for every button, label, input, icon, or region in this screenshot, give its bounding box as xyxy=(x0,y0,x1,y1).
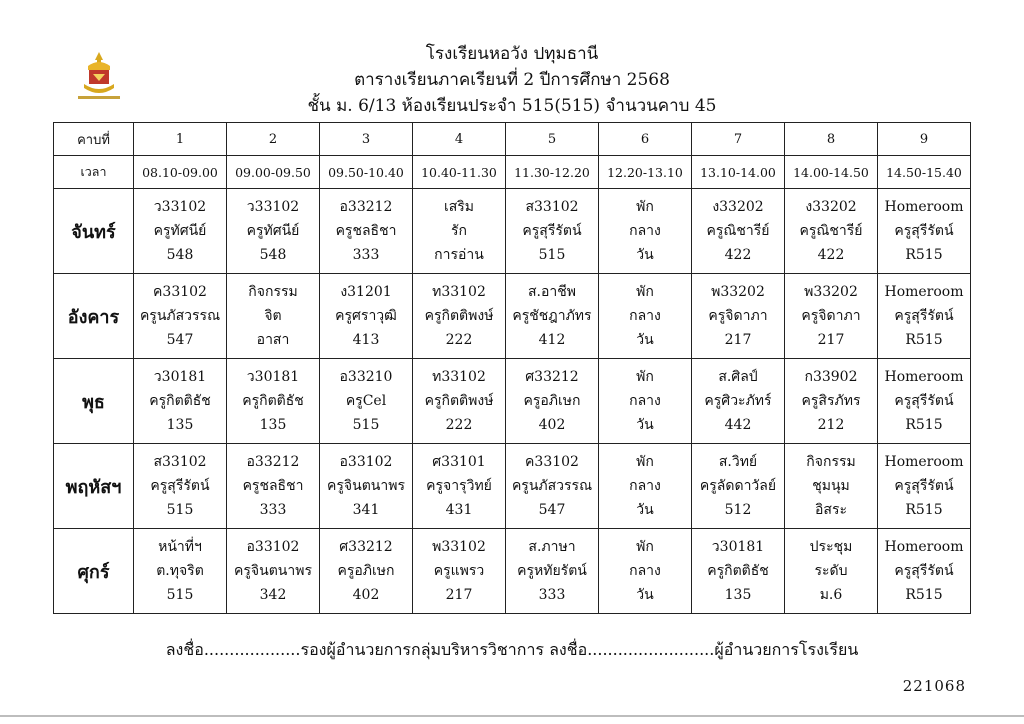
day-row xyxy=(54,274,971,359)
room-number: 515 xyxy=(166,587,194,603)
teacher-name: ครูศราวุฒิ xyxy=(335,308,397,324)
teacher-name: ครูจินตนาพร xyxy=(234,563,312,579)
room-number: วัน xyxy=(636,417,654,433)
time-row xyxy=(54,156,971,189)
class-cell xyxy=(785,189,878,274)
subject-code: หน้าที่ฯ xyxy=(158,539,202,555)
time-slot: 13.10-14.00 xyxy=(692,156,785,189)
class-cell xyxy=(506,274,599,359)
room-number: 422 xyxy=(817,247,845,263)
subject-code: อ33212 xyxy=(246,454,300,470)
subject-code: ว30181 xyxy=(153,369,207,385)
room-number: 217 xyxy=(724,332,752,348)
room-number: วัน xyxy=(636,502,654,518)
room-number: วัน xyxy=(636,587,654,603)
room-number: 422 xyxy=(724,247,752,263)
class-cell xyxy=(692,189,785,274)
room-number: 217 xyxy=(817,332,845,348)
room-number: 442 xyxy=(724,417,752,433)
teacher-name: ครูสุรีรัตน์ xyxy=(894,223,954,239)
subject-code: ส33102 xyxy=(525,199,579,215)
teacher-name: ระดับ xyxy=(814,563,848,579)
teacher-name: ครูชลธิชา xyxy=(242,478,304,494)
day-row xyxy=(54,359,971,444)
teacher-name: ครูนภัสวรรณ xyxy=(511,478,593,494)
period-number: 3 xyxy=(320,123,413,156)
subject-code: ง31201 xyxy=(340,284,392,300)
teacher-name: ครูหทัยรัตน์ xyxy=(517,563,587,579)
room-number: 341 xyxy=(352,502,380,518)
room-number: อาสา xyxy=(256,332,290,348)
period-number: 4 xyxy=(413,123,506,156)
class-cell xyxy=(227,189,320,274)
class-cell xyxy=(506,359,599,444)
room-number: R515 xyxy=(905,587,943,603)
room-number: 412 xyxy=(538,332,566,348)
subject-code: พัก xyxy=(636,454,654,470)
subject-code: พัก xyxy=(636,199,654,215)
room-number: 431 xyxy=(445,502,473,518)
subject-code: Homeroom xyxy=(884,454,964,470)
period-number: 8 xyxy=(785,123,878,156)
class-cell xyxy=(413,359,506,444)
day-row xyxy=(54,529,971,614)
time-slot: 09.50-10.40 xyxy=(320,156,413,189)
subject-code: กิจกรรม xyxy=(806,454,856,470)
subject-code: ส.ภาษา xyxy=(528,539,576,555)
teacher-name: ต.ทุจริต xyxy=(156,563,204,579)
subject-code: ว30181 xyxy=(246,369,300,385)
class-cell xyxy=(320,189,413,274)
time-slot: 12.20-13.10 xyxy=(599,156,692,189)
room-number: R515 xyxy=(905,247,943,263)
timetable xyxy=(53,122,971,614)
room-number: 212 xyxy=(817,417,845,433)
term-title: ตารางเรียนภาคเรียนที่ 2 ปีการศึกษา 2568 xyxy=(354,70,670,90)
class-cell xyxy=(413,274,506,359)
teacher-name: ครูชลธิชา xyxy=(335,223,397,239)
subject-code: ส.วิทย์ xyxy=(718,454,758,470)
class-cell xyxy=(413,444,506,529)
class-cell xyxy=(878,359,971,444)
period-label: คาบที่ xyxy=(54,123,134,156)
teacher-name: ครูนภัสวรรณ xyxy=(139,308,221,324)
document-code: 221068 xyxy=(902,677,966,695)
class-cell xyxy=(134,444,227,529)
teacher-name: ครูกิตติธัช xyxy=(242,393,304,409)
subject-code: ค33102 xyxy=(153,284,207,300)
teacher-name: รัก xyxy=(451,223,467,239)
subject-code: พัก xyxy=(636,369,654,385)
room-number: 413 xyxy=(352,332,380,348)
subject-code: อ33212 xyxy=(339,199,393,215)
day-row xyxy=(54,444,971,529)
teacher-name: ครูจิดาภา xyxy=(708,308,768,324)
time-slot: 08.10-09.00 xyxy=(134,156,227,189)
teacher-name: ครูกิตติธัช xyxy=(149,393,211,409)
teacher-name: ครูสิรภัทร xyxy=(801,393,861,409)
teacher-name: ครูทัศนีย์ xyxy=(153,223,207,239)
teacher-name: ครูลัดดาวัลย์ xyxy=(699,478,777,494)
class-cell xyxy=(599,359,692,444)
subject-code: Homeroom xyxy=(884,539,964,555)
subject-code: พัก xyxy=(636,539,654,555)
teacher-name: ครูทัศนีย์ xyxy=(246,223,300,239)
room-number: R515 xyxy=(905,502,943,518)
class-cell xyxy=(599,444,692,529)
room-number: 515 xyxy=(538,247,566,263)
subject-code: ศ33212 xyxy=(339,539,393,555)
room-number: 135 xyxy=(724,587,752,603)
time-slot: 10.40-11.30 xyxy=(413,156,506,189)
subject-code: Homeroom xyxy=(884,369,964,385)
room-number: การอ่าน xyxy=(434,247,484,263)
teacher-name: ครูจารุวิทย์ xyxy=(426,478,492,494)
room-number: 333 xyxy=(352,247,380,263)
teacher-name: ชุมนุม xyxy=(812,478,850,494)
class-cell xyxy=(692,359,785,444)
teacher-name: กลาง xyxy=(629,478,661,494)
teacher-name: ครูกิตติธัช xyxy=(707,563,769,579)
room-number: 515 xyxy=(166,502,194,518)
period-number: 7 xyxy=(692,123,785,156)
class-cell xyxy=(227,274,320,359)
class-cell xyxy=(227,444,320,529)
subject-code: อ33102 xyxy=(246,539,300,555)
teacher-name: ครูแพรว xyxy=(433,563,485,579)
class-cell xyxy=(227,529,320,614)
class-cell xyxy=(785,359,878,444)
room-number: 548 xyxy=(166,247,194,263)
page-divider xyxy=(0,715,1024,717)
class-cell xyxy=(227,359,320,444)
room-number: 135 xyxy=(166,417,194,433)
subject-code: ท33102 xyxy=(432,369,486,385)
room-number: 135 xyxy=(259,417,287,433)
class-cell xyxy=(692,529,785,614)
room-number: 333 xyxy=(259,502,287,518)
teacher-name: ครูจินตนาพร xyxy=(327,478,405,494)
class-cell xyxy=(320,444,413,529)
signature-line: ลงชื่อ...................รองผู้อำนวยการกลุ่มบริหารวิชาการ ลงชื่อ.........................ผู้อำนวยการโรงเรียน xyxy=(165,640,859,659)
time-slot: 11.30-12.20 xyxy=(506,156,599,189)
period-header-row xyxy=(54,123,971,156)
subject-code: เสริม xyxy=(443,199,475,215)
room-number: 217 xyxy=(445,587,473,603)
day-name: พุธ xyxy=(54,359,134,444)
class-cell xyxy=(599,189,692,274)
class-cell xyxy=(785,529,878,614)
subject-code: พ33202 xyxy=(711,284,765,300)
teacher-name: ครูสุรีรัตน์ xyxy=(894,308,954,324)
class-cell xyxy=(134,274,227,359)
subject-code: อ33102 xyxy=(339,454,393,470)
room-number: 547 xyxy=(538,502,566,518)
class-cell xyxy=(785,274,878,359)
day-name: จันทร์ xyxy=(54,189,134,274)
teacher-name: ครูจิดาภา xyxy=(801,308,861,324)
day-name: พฤหัสฯ xyxy=(54,444,134,529)
subject-code: ศ33101 xyxy=(432,454,486,470)
period-number: 2 xyxy=(227,123,320,156)
subject-code: พ33102 xyxy=(432,539,486,555)
teacher-name: ครูชัชฎาภัทร xyxy=(512,308,592,324)
class-cell xyxy=(134,189,227,274)
subject-code: ว33102 xyxy=(246,199,300,215)
class-info: ชั้น ม. 6/13 ห้องเรียนประจำ 515(515) จำนวนคาบ 45 xyxy=(307,96,717,116)
teacher-name: ครูสุรีรัตน์ xyxy=(894,478,954,494)
subject-code: ว30181 xyxy=(711,539,765,555)
teacher-name: ครูอภิเษก xyxy=(523,393,581,409)
class-cell xyxy=(692,444,785,529)
subject-code: พ33202 xyxy=(804,284,858,300)
class-cell xyxy=(134,529,227,614)
class-cell xyxy=(785,444,878,529)
class-cell xyxy=(413,529,506,614)
class-cell xyxy=(320,274,413,359)
subject-code: กิจกรรม xyxy=(248,284,298,300)
period-number: 1 xyxy=(134,123,227,156)
class-cell xyxy=(878,529,971,614)
room-number: วัน xyxy=(636,332,654,348)
class-cell xyxy=(506,444,599,529)
class-cell xyxy=(599,529,692,614)
period-number: 6 xyxy=(599,123,692,156)
class-cell xyxy=(878,444,971,529)
teacher-name: ครูอภิเษก xyxy=(337,563,395,579)
teacher-name: กลาง xyxy=(629,563,661,579)
subject-code: ง33202 xyxy=(805,199,857,215)
subject-code: ง33202 xyxy=(712,199,764,215)
teacher-name: กลาง xyxy=(629,393,661,409)
subject-code: ส33102 xyxy=(153,454,207,470)
room-number: ม.6 xyxy=(819,587,843,603)
subject-code: ค33102 xyxy=(525,454,579,470)
time-slot: 14.00-14.50 xyxy=(785,156,878,189)
period-number: 5 xyxy=(506,123,599,156)
class-cell xyxy=(692,274,785,359)
class-cell xyxy=(878,189,971,274)
day-name: อังคาร xyxy=(54,274,134,359)
subject-code: อ33210 xyxy=(339,369,393,385)
room-number: 222 xyxy=(445,332,473,348)
room-number: 402 xyxy=(538,417,566,433)
teacher-name: กลาง xyxy=(629,223,661,239)
subject-code: ว33102 xyxy=(153,199,207,215)
room-number: 342 xyxy=(259,587,287,603)
class-cell xyxy=(413,189,506,274)
class-cell xyxy=(320,359,413,444)
teacher-name: ครูสุรีรัตน์ xyxy=(150,478,210,494)
subject-code: Homeroom xyxy=(884,284,964,300)
class-cell xyxy=(134,359,227,444)
teacher-name: กลาง xyxy=(629,308,661,324)
teacher-name: ครูศิวะภัทร์ xyxy=(704,393,772,409)
subject-code: ศ33212 xyxy=(525,369,579,385)
day-row xyxy=(54,189,971,274)
class-cell xyxy=(878,274,971,359)
room-number: อิสระ xyxy=(815,502,847,518)
day-name: ศุกร์ xyxy=(54,529,134,614)
teacher-name: ครูณิชารีย์ xyxy=(799,223,863,239)
room-number: 402 xyxy=(352,587,380,603)
room-number: 515 xyxy=(352,417,380,433)
subject-code: ก33902 xyxy=(804,369,858,385)
subject-code: Homeroom xyxy=(884,199,964,215)
teacher-name: ครูCel xyxy=(345,393,387,409)
time-slot: 14.50-15.40 xyxy=(878,156,971,189)
teacher-name: ครูกิตติพงษ์ xyxy=(424,393,494,409)
room-number: R515 xyxy=(905,332,943,348)
subject-code: ส.ศิลป์ xyxy=(718,369,758,385)
teacher-name: ครูกิตติพงษ์ xyxy=(424,308,494,324)
room-number: R515 xyxy=(905,417,943,433)
class-cell xyxy=(506,529,599,614)
subject-code: ส.อาชีพ xyxy=(528,284,576,300)
time-slot: 09.00-09.50 xyxy=(227,156,320,189)
school-name: โรงเรียนหอวัง ปทุมธานี xyxy=(425,44,599,64)
room-number: 547 xyxy=(166,332,194,348)
time-label: เวลา xyxy=(54,156,134,189)
teacher-name: ครูณิชารีย์ xyxy=(706,223,770,239)
class-cell xyxy=(320,529,413,614)
room-number: 548 xyxy=(259,247,287,263)
room-number: 512 xyxy=(724,502,752,518)
teacher-name: จิต xyxy=(264,308,282,324)
room-number: 333 xyxy=(538,587,566,603)
teacher-name: ครูสุรีรัตน์ xyxy=(894,393,954,409)
class-cell xyxy=(506,189,599,274)
teacher-name: ครูสุรีรัตน์ xyxy=(894,563,954,579)
class-cell xyxy=(599,274,692,359)
teacher-name: ครูสุรีรัตน์ xyxy=(522,223,582,239)
room-number: วัน xyxy=(636,247,654,263)
period-number: 9 xyxy=(878,123,971,156)
subject-code: ประชุม xyxy=(809,539,853,555)
subject-code: ท33102 xyxy=(432,284,486,300)
subject-code: พัก xyxy=(636,284,654,300)
room-number: 222 xyxy=(445,417,473,433)
